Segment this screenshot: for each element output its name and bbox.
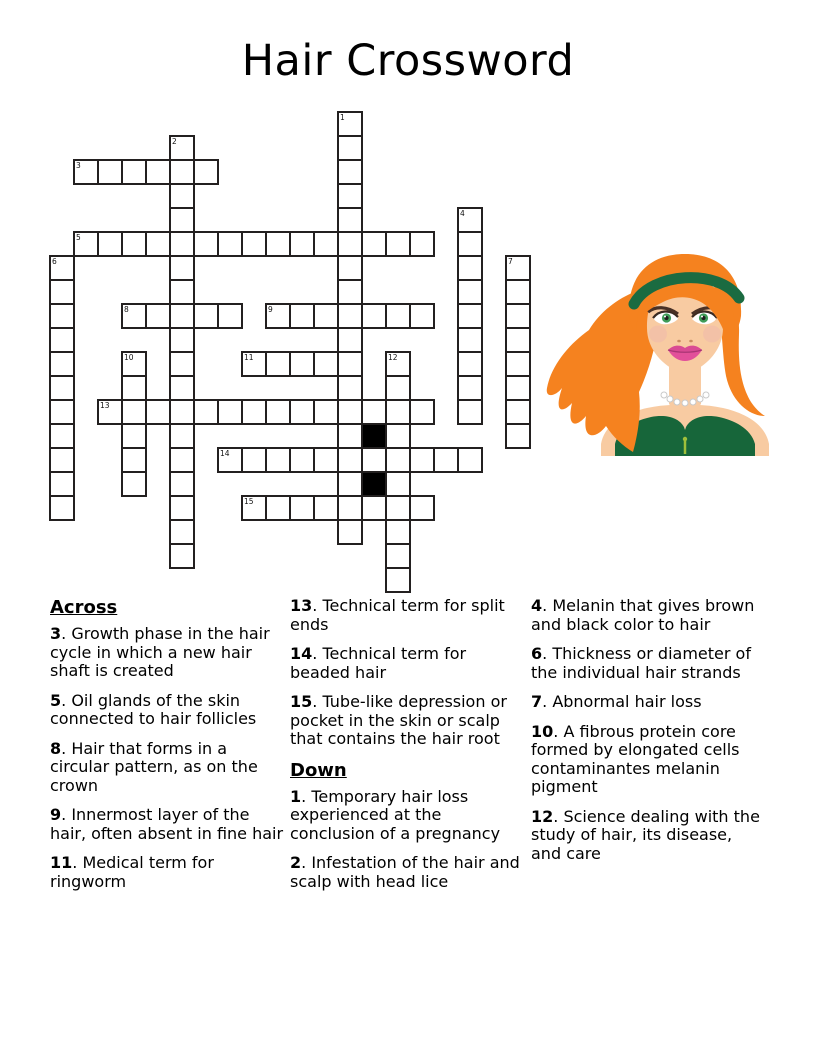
- grid-cell-r15c3[interactable]: [121, 471, 147, 497]
- grid-cell-r16c9[interactable]: [265, 495, 291, 521]
- grid-cell-r7c19[interactable]: [505, 279, 531, 305]
- grid-cell-r13c5[interactable]: [169, 423, 195, 449]
- grid-cell-r16c14[interactable]: [385, 495, 411, 521]
- grid-cell-r10c9[interactable]: [265, 351, 291, 377]
- grid-cell-r4c5[interactable]: [169, 207, 195, 233]
- clue-text: Growth phase in the hair cycle in which a new hair shaft is created: [50, 624, 270, 680]
- grid-cell-r2c4[interactable]: [145, 159, 171, 185]
- grid-cell-r8c6[interactable]: [193, 303, 219, 329]
- grid-cell-r14c15[interactable]: [409, 447, 435, 473]
- grid-cell-number: 9: [268, 305, 273, 314]
- grid-cell-number: 4: [460, 209, 465, 218]
- grid-cell-r12c0[interactable]: [49, 399, 75, 425]
- clue-text: Hair that forms in a circular pattern, as on the crown: [50, 738, 258, 795]
- grid-cell-r14c16[interactable]: [433, 447, 459, 473]
- grid-cell-r5c10[interactable]: [289, 231, 315, 257]
- grid-cell-r8c17[interactable]: [457, 303, 483, 329]
- grid-cell-r10c3[interactable]: [121, 351, 147, 377]
- grid-cell-r13c3[interactable]: [121, 423, 147, 449]
- grid-cell-r1c5[interactable]: [169, 135, 195, 161]
- grid-cell-r7c12[interactable]: [337, 279, 363, 305]
- clue-column-left: [50, 597, 287, 902]
- clue-column-middle: [290, 597, 527, 902]
- clue-text: Abnormal hair loss: [552, 692, 702, 711]
- grid-cell-number: 12: [388, 353, 398, 362]
- clue-text: Thickness or diameter of the individual hair strands: [531, 644, 751, 682]
- grid-cell-r5c13[interactable]: [361, 231, 387, 257]
- grid-cell-r13c19[interactable]: [505, 423, 531, 449]
- grid-cell-r3c12[interactable]: [337, 183, 363, 209]
- clue-text: Technical term for split ends: [290, 596, 505, 634]
- grid-cell-r10c19[interactable]: [505, 351, 531, 377]
- grid-cell-r13c14[interactable]: [385, 423, 411, 449]
- grid-cell-r9c5[interactable]: [169, 327, 195, 353]
- grid-cell-r5c2[interactable]: [97, 231, 123, 257]
- grid-cell-r14c3[interactable]: [121, 447, 147, 473]
- grid-cell-r10c11[interactable]: [313, 351, 339, 377]
- grid-cell-r11c19[interactable]: [505, 375, 531, 401]
- grid-cell-r16c8[interactable]: [241, 495, 267, 521]
- grid-cell-r12c3[interactable]: [121, 399, 147, 425]
- grid-cell-r9c17[interactable]: [457, 327, 483, 353]
- grid-cell-r16c15[interactable]: [409, 495, 435, 521]
- grid-cell-r16c13[interactable]: [361, 495, 387, 521]
- clue-down-7: 7. Abnormal hair loss: [531, 692, 702, 711]
- grid-cell-r11c14[interactable]: [385, 375, 411, 401]
- grid-cell-r14c5[interactable]: [169, 447, 195, 473]
- grid-cell-r14c7[interactable]: [217, 447, 243, 473]
- grid-cell-r12c19[interactable]: [505, 399, 531, 425]
- grid-cell-r10c5[interactable]: [169, 351, 195, 377]
- grid-cell-r13c0[interactable]: [49, 423, 75, 449]
- grid-cell-r5c9[interactable]: [265, 231, 291, 257]
- grid-black-cell: [361, 471, 387, 497]
- right-cheek-blush: [703, 326, 721, 343]
- grid-cell-r8c15[interactable]: [409, 303, 435, 329]
- grid-cell-r6c5[interactable]: [169, 255, 195, 281]
- grid-cell-r12c4[interactable]: [145, 399, 171, 425]
- grid-cell-r12c7[interactable]: [217, 399, 243, 425]
- clue-number: 7: [531, 692, 543, 711]
- clue-number: 2: [290, 853, 302, 872]
- grid-cell-r10c17[interactable]: [457, 351, 483, 377]
- grid-cell-r5c1[interactable]: [73, 231, 99, 257]
- grid-cell-r8c3[interactable]: [121, 303, 147, 329]
- nose-right-nostril: [689, 340, 693, 343]
- grid-cell-r12c5[interactable]: [169, 399, 195, 425]
- clue-text: Infestation of the hair and scalp with head lice: [290, 853, 520, 891]
- grid-cell-r12c13[interactable]: [361, 399, 387, 425]
- grid-cell-r5c5[interactable]: [169, 231, 195, 257]
- grid-cell-r2c1[interactable]: [73, 159, 99, 185]
- grid-cell-r6c19[interactable]: [505, 255, 531, 281]
- clue-number: 12: [531, 806, 554, 826]
- grid-cell-r19c14[interactable]: [385, 567, 411, 593]
- clue-text: Technical term for beaded hair: [290, 644, 467, 682]
- clue-number: 1: [290, 786, 302, 806]
- grid-cell-r12c12[interactable]: [337, 399, 363, 425]
- grid-cell-r5c17[interactable]: [457, 231, 483, 257]
- grid-cell-r5c4[interactable]: [145, 231, 171, 257]
- clue-text: Science dealing with the study of hair, its disease, and care: [531, 806, 760, 863]
- grid-cell-r5c3[interactable]: [121, 231, 147, 257]
- left-eye-glint: [664, 316, 666, 318]
- clue-down-12: 12. Science dealing with the study of hair, its disease, and care: [531, 806, 760, 863]
- grid-cell-r8c9[interactable]: [265, 303, 291, 329]
- grid-cell-r13c12[interactable]: [337, 423, 363, 449]
- grid-cell-r8c14[interactable]: [385, 303, 411, 329]
- clue-across-11: 11. Medical term for ringworm: [50, 853, 214, 891]
- clue-text: A fibrous protein core formed by elongated cells contaminantes melanin pigment: [531, 721, 740, 796]
- grid-cell-r5c8[interactable]: [241, 231, 267, 257]
- left-cheek-blush: [649, 326, 667, 343]
- clue-across-5: 5. Oil glands of the skin connected to hair follicles: [50, 690, 257, 728]
- grid-cell-r17c14[interactable]: [385, 519, 411, 545]
- grid-cell-r4c12[interactable]: [337, 207, 363, 233]
- grid-cell-r4c17[interactable]: [457, 207, 483, 233]
- grid-cell-r7c5[interactable]: [169, 279, 195, 305]
- grid-cell-r15c0[interactable]: [49, 471, 75, 497]
- clue-text: Temporary hair loss experienced at the conclusion of a pregnancy: [290, 786, 501, 843]
- grid-cell-r15c12[interactable]: [337, 471, 363, 497]
- grid-cell-r8c0[interactable]: [49, 303, 75, 329]
- grid-cell-r11c0[interactable]: [49, 375, 75, 401]
- clue-text: Oil glands of the skin connected to hair follicles: [50, 690, 257, 728]
- grid-cell-r16c5[interactable]: [169, 495, 195, 521]
- grid-cell-r12c6[interactable]: [193, 399, 219, 425]
- grid-cell-number: 2: [172, 137, 177, 146]
- grid-cell-r9c12[interactable]: [337, 327, 363, 353]
- grid-cell-r7c17[interactable]: [457, 279, 483, 305]
- clue-number: 15: [290, 692, 313, 711]
- clue-number: 9: [50, 805, 62, 824]
- grid-cell-r11c17[interactable]: [457, 375, 483, 401]
- clue-number: 6: [531, 644, 543, 663]
- grid-cell-r17c12[interactable]: [337, 519, 363, 545]
- grid-cell-number: 8: [124, 305, 129, 314]
- down-heading: Down: [290, 759, 347, 781]
- grid-cell-number: 13: [100, 401, 110, 410]
- page-title: Hair Crossword: [241, 36, 575, 86]
- grid-cell-r15c14[interactable]: [385, 471, 411, 497]
- nose-left-nostril: [677, 340, 681, 343]
- grid-cell-r10c12[interactable]: [337, 351, 363, 377]
- grid-cell-r10c0[interactable]: [49, 351, 75, 377]
- grid-cell-r8c12[interactable]: [337, 303, 363, 329]
- grid-cell-r6c12[interactable]: [337, 255, 363, 281]
- clue-down-6: 6. Thickness or diameter of the individual hair strands: [531, 644, 751, 682]
- across-heading: Across: [50, 597, 118, 618]
- clue-number: 3: [50, 624, 62, 643]
- grid-cell-r7c0[interactable]: [49, 279, 75, 305]
- grid-cell-r5c14[interactable]: [385, 231, 411, 257]
- grid-cell-r6c17[interactable]: [457, 255, 483, 281]
- grid-cell-number: 14: [220, 449, 230, 458]
- clue-across-8: 8. Hair that forms in a circular pattern, as on the crown: [50, 738, 258, 795]
- grid-cell-r12c9[interactable]: [265, 399, 291, 425]
- grid-cell-number: 6: [52, 257, 57, 266]
- grid-cell-r14c9[interactable]: [265, 447, 291, 473]
- grid-cell-r12c17[interactable]: [457, 399, 483, 425]
- grid-cell-r18c5[interactable]: [169, 543, 195, 569]
- grid-cell-r12c15[interactable]: [409, 399, 435, 425]
- grid-cell-r8c7[interactable]: [217, 303, 243, 329]
- clue-number: 4: [531, 596, 543, 615]
- clue-text: Innermost layer of the hair, often absent in fine hair: [50, 805, 284, 843]
- grid-cell-r8c11[interactable]: [313, 303, 339, 329]
- clue-across-9: 9. Innermost layer of the hair, often absent in fine hair: [50, 805, 284, 843]
- grid-cell-r16c0[interactable]: [49, 495, 75, 521]
- clue-number: 11: [50, 853, 73, 872]
- grid-cell-r0c12[interactable]: [337, 111, 363, 137]
- grid-cell-r5c15[interactable]: [409, 231, 435, 257]
- grid-cell-r11c12[interactable]: [337, 375, 363, 401]
- grid-cell-r12c10[interactable]: [289, 399, 315, 425]
- grid-cell-r14c17[interactable]: [457, 447, 483, 473]
- grid-black-cell: [361, 423, 387, 449]
- grid-cell-r18c14[interactable]: [385, 543, 411, 569]
- clue-across-15: 15. Tube-like depression or pocket in the skin or scalp that contains the hair root: [290, 692, 507, 748]
- grid-cell-r11c5[interactable]: [169, 375, 195, 401]
- clue-text: Melanin that gives brown and black color to hair: [531, 596, 755, 634]
- clue-down-1: 1. Temporary hair loss experienced at the conclusion of a pregnancy: [290, 786, 501, 843]
- grid-cell-r6c0[interactable]: [49, 255, 75, 281]
- grid-cell-number: 15: [244, 497, 254, 506]
- grid-cell-r9c0[interactable]: [49, 327, 75, 353]
- grid-cell-r14c14[interactable]: [385, 447, 411, 473]
- grid-cell-r14c12[interactable]: [337, 447, 363, 473]
- grid-cell-r2c3[interactable]: [121, 159, 147, 185]
- grid-cell-r8c19[interactable]: [505, 303, 531, 329]
- grid-cell-r5c7[interactable]: [217, 231, 243, 257]
- clue-number: 14: [290, 644, 313, 663]
- grid-cell-r11c3[interactable]: [121, 375, 147, 401]
- grid-cell-r2c2[interactable]: [97, 159, 123, 185]
- grid-cell-r16c12[interactable]: [337, 495, 363, 521]
- clue-column-right: [531, 597, 761, 874]
- grid-cell-r1c12[interactable]: [337, 135, 363, 161]
- grid-cell-r3c5[interactable]: [169, 183, 195, 209]
- grid-cell-number: 7: [508, 257, 513, 266]
- grid-cell-r8c13[interactable]: [361, 303, 387, 329]
- grid-cell-r10c14[interactable]: [385, 351, 411, 377]
- grid-cell-r12c14[interactable]: [385, 399, 411, 425]
- grid-cell-r8c4[interactable]: [145, 303, 171, 329]
- grid-cell-r17c5[interactable]: [169, 519, 195, 545]
- grid-cell-number: 5: [76, 233, 81, 242]
- clue-down-2: 2. Infestation of the hair and scalp with head lice: [290, 853, 520, 891]
- right-eye-glint: [701, 316, 703, 318]
- grid-cell-r15c5[interactable]: [169, 471, 195, 497]
- grid-cell-r2c12[interactable]: [337, 159, 363, 185]
- grid-cell-r16c10[interactable]: [289, 495, 315, 521]
- grid-cell-r9c19[interactable]: [505, 327, 531, 353]
- clue-across-13: 13. Technical term for split ends: [290, 596, 505, 634]
- grid-cell-number: 11: [244, 353, 254, 362]
- grid-cell-r10c10[interactable]: [289, 351, 315, 377]
- clue-number: 13: [290, 596, 313, 615]
- grid-cell-r8c5[interactable]: [169, 303, 195, 329]
- grid-cell-r5c11[interactable]: [313, 231, 339, 257]
- woman-illustration: [543, 246, 795, 456]
- grid-cell-r5c6[interactable]: [193, 231, 219, 257]
- grid-cell-r12c2[interactable]: [97, 399, 123, 425]
- grid-cell-r14c8[interactable]: [241, 447, 267, 473]
- grid-cell-r14c11[interactable]: [313, 447, 339, 473]
- grid-cell-r14c13[interactable]: [361, 447, 387, 473]
- clue-number: 5: [50, 690, 62, 710]
- grid-cell-number: 3: [76, 161, 81, 170]
- grid-cell-r2c5[interactable]: [169, 159, 195, 185]
- grid-cell-r10c8[interactable]: [241, 351, 267, 377]
- clue-across-3: 3. Growth phase in the hair cycle in which a new hair shaft is created: [50, 624, 270, 680]
- grid-cell-number: 10: [124, 353, 134, 362]
- dress-clasp-top: [683, 437, 687, 441]
- grid-cell-r2c6[interactable]: [193, 159, 219, 185]
- grid-cell-r12c11[interactable]: [313, 399, 339, 425]
- clue-down-10: 10. A fibrous protein core formed by elongated cells contaminantes melanin pigment: [531, 721, 740, 796]
- clue-down-4: 4. Melanin that gives brown and black color to hair: [531, 596, 755, 634]
- clue-text: Medical term for ringworm: [50, 853, 214, 891]
- grid-cell-number: 1: [340, 113, 345, 122]
- grid-cell-r14c0[interactable]: [49, 447, 75, 473]
- grid-cell-r5c12[interactable]: [337, 231, 363, 257]
- grid-cell-r16c11[interactable]: [313, 495, 339, 521]
- clue-number: 8: [50, 738, 62, 758]
- grid-cell-r8c10[interactable]: [289, 303, 315, 329]
- clue-text: Tube-like depression or pocket in the skin or scalp that contains the hair root: [290, 692, 507, 748]
- clue-number: 10: [531, 721, 554, 741]
- grid-cell-r14c10[interactable]: [289, 447, 315, 473]
- clue-across-14: 14. Technical term for beaded hair: [290, 644, 467, 682]
- grid-cell-r12c8[interactable]: [241, 399, 267, 425]
